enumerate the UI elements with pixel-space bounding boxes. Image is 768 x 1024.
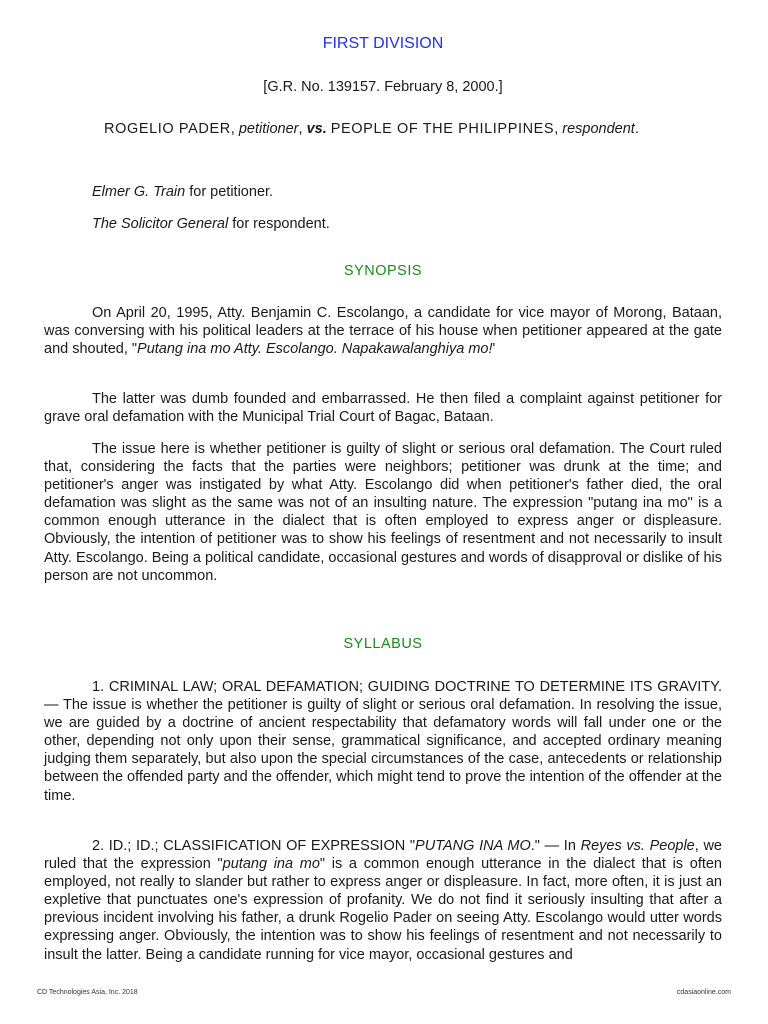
paragraph-text: On April 20, 1995, Atty. Benjamin C. Escolango, a candidate for vice mayor of Morong, Bataan, was conversing with his political leaders at the terrace of his house when petitioner appeared at the gate and shouted, "	[44, 305, 722, 358]
footer-website: cdasiaonline.com	[676, 989, 731, 996]
case-citation: Reyes vs. People	[580, 838, 695, 854]
counsel-role: for petitioner.	[185, 184, 274, 200]
counsel-respondent	[92, 216, 330, 232]
respondent-name: PEOPLE OF THE PHILIPPINES	[330, 121, 555, 137]
synopsis-heading: SYNOPSIS	[343, 263, 423, 279]
counsel-petitioner	[92, 184, 273, 200]
division-heading: FIRST DIVISION	[322, 35, 444, 52]
quoted-expression: PUTANG INA MO	[415, 838, 531, 854]
footer-publisher: CD Technologies Asia, Inc. 2018	[37, 989, 138, 996]
case-number: [G.R. No. 139157. February 8, 2000.]	[263, 79, 503, 95]
synopsis-paragraph-2: The latter was dumb founded and embarrassed. He then filed a complaint against petitioner for grave oral defamation with the Municipal Trial Court of Bagac, Bataan.	[44, 391, 722, 426]
closing-quote: '	[492, 341, 496, 358]
syllabus-item-2	[44, 837, 722, 964]
item-text: " is a common enough utterance in the dialect that is often employed, not really to slander but rather to express anger or displeasure. In fact, more often, it is just an expletive that punctuates one's expression of profanity. We do not find it seriously insulting that after a previous incident involving his father, a drunk Rogelio Pader on seeing Atty. Escolango would utter words expressing anger. Obviously, the intention was to show his feelings of resentment and not necessarily to insult the latter. Being a candidate running for vice mayor, occasional gestures and	[44, 856, 722, 963]
quoted-expression: Putang ina mo Atty. Escolango. Napakawalanghiya mo!	[137, 341, 493, 358]
versus-label: vs.	[306, 121, 327, 137]
item-text: 2. ID.; ID.; CLASSIFICATION OF EXPRESSION "	[92, 838, 416, 854]
counsel-name: The Solicitor General	[92, 216, 229, 232]
syllabus-heading: SYLLABUS	[343, 636, 423, 652]
counsel-role: for respondent.	[228, 216, 330, 232]
petitioner-role: petitioner	[238, 121, 299, 137]
synopsis-paragraph-1	[44, 304, 722, 358]
item-text: , we ruled that the expression "	[44, 838, 722, 873]
respondent-role: respondent	[562, 121, 635, 137]
syllabus-item-1: 1. CRIMINAL LAW; ORAL DEFAMATION; GUIDING DOCTRINE TO DETERMINE ITS GRAVITY. — The issue is whether the petitioner is guilty of slight or serious oral defamation. In resolving the issue, we are guided by a doctrine of ancient respectability that defamatory words will fall under one or the other, depending not only upon their sense, grammatical significance, and accepted ordinary meaning judging them separately, but also upon the special circumstances of the case, antecedents or relationship between the offended party and the offender, which might tend to prove the intention of the offender at the time.	[44, 679, 722, 804]
quoted-expression: putang ina mo	[222, 856, 320, 873]
case-parties: ROGELIO PADER, petitioner, vs. PEOPLE OF THE PHILIPPINES, respondent.	[104, 121, 639, 137]
synopsis-paragraph-3: The issue here is whether petitioner is guilty of slight or serious oral defamation. The Court ruled that, considering the facts that the parties were neighbors; petitioner was drunk at the time; and petitioner's anger was instigated by what Atty. Escolango did when petitioner's father died, the oral defamation was slight as the same was not of an insulting nature. The expression "putang ina mo" is a common enough utterance in the dialect that is often employed to express anger or displeasure. Obviously, the intention of petitioner was to show his feelings of resentment and not necessarily to insult Atty. Escolango. Being a political candidate, occasional gestures and words of disapproval or dislike of his person are not uncommon.	[44, 441, 722, 584]
counsel-name: Elmer G. Train	[92, 184, 186, 200]
petitioner-name: ROGELIO PADER	[104, 121, 231, 137]
item-text: ." — In	[530, 838, 581, 854]
